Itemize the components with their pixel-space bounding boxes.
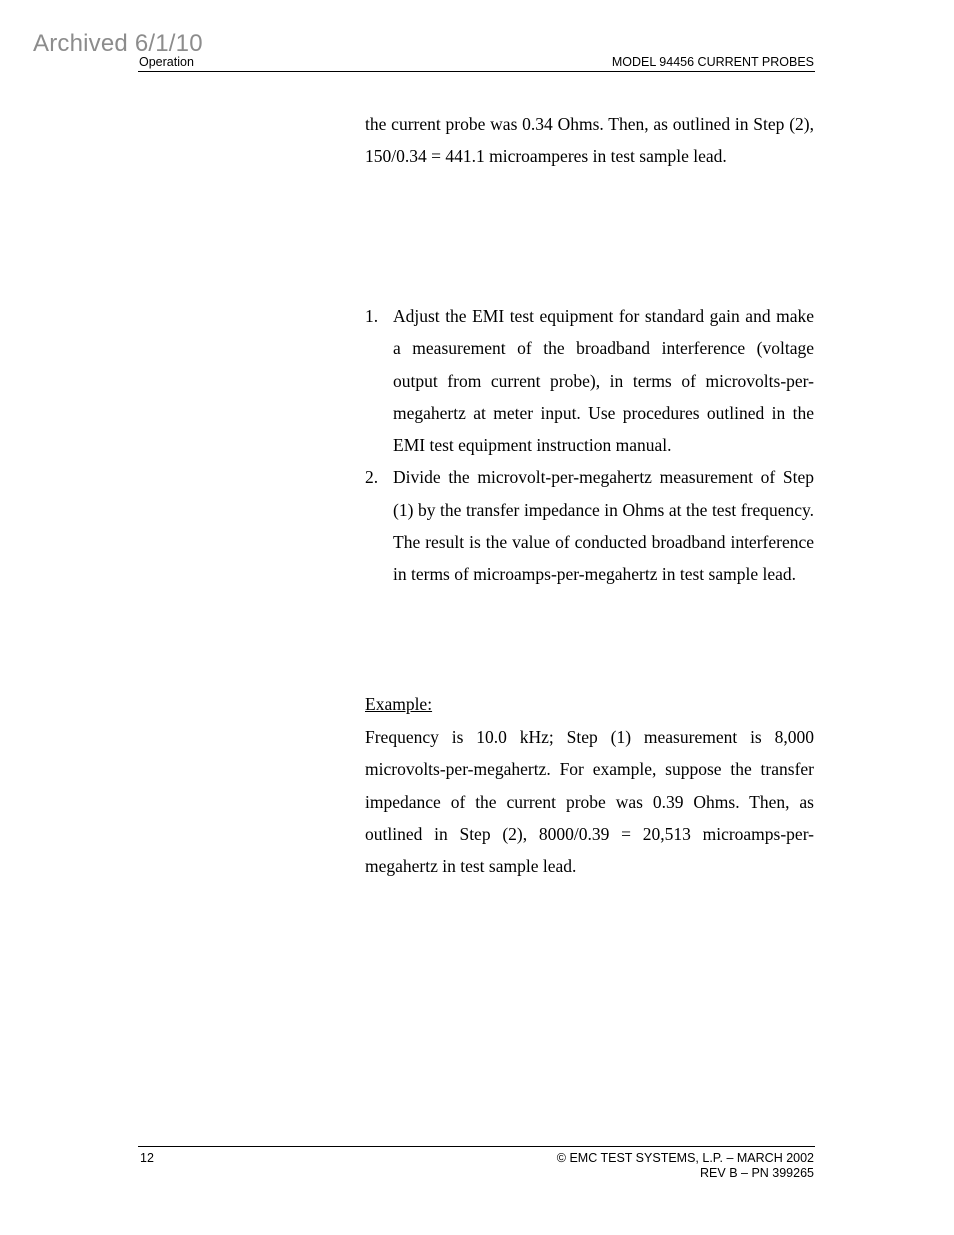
list-item xyxy=(365,300,814,461)
step-text: Divide the microvolt-per-megahertz measurement of Step (1) by the transfer impedance in Ohms at the test frequency. The result is the value of conducted broadband interference in terms of microamps-per-megahertz in test sample lead. xyxy=(393,467,814,585)
footer-divider xyxy=(138,1146,815,1147)
copyright-line: © EMC TEST SYSTEMS, L.P. – MARCH 2002 xyxy=(556,1151,814,1165)
archived-watermark: Archived 6/1/10 xyxy=(33,30,203,57)
header-title: MODEL 94456 CURRENT PROBES xyxy=(611,55,814,69)
list-item xyxy=(365,461,814,590)
header-section: Operation xyxy=(139,55,194,69)
example-paragraph: Frequency is 10.0 kHz; Step (1) measurement is 8,000 microvolts-per-megahertz. For example, suppose the transfer impedance of the current probe was 0.39 Ohms. Then, as outlined in Step (2), 8000/0.39 = 20,513 microamps-per-megahertz in test sample lead. xyxy=(365,727,814,877)
footer-credits xyxy=(557,1151,814,1181)
intro-paragraph: the current probe was 0.34 Ohms. Then, as outlined in Step (2), 150/0.34 = 441.1 microamperes in test sample lead. xyxy=(365,114,814,167)
step-text: Adjust the EMI test equipment for standard gain and make a measurement of the broadband interference (voltage output from current probe), in terms of microvolts-per-megahertz at meter input. Use procedures outlined in the EMI test equipment instruction manual. xyxy=(393,306,814,456)
page-number: 12 xyxy=(140,1151,154,1165)
example-label: Example: xyxy=(365,694,433,714)
revision-line: REV B – PN 399265 xyxy=(700,1166,814,1180)
step-number: 1. xyxy=(365,306,379,326)
steps-list xyxy=(365,300,814,591)
header-divider xyxy=(138,71,815,72)
step-number: 2. xyxy=(365,467,379,488)
